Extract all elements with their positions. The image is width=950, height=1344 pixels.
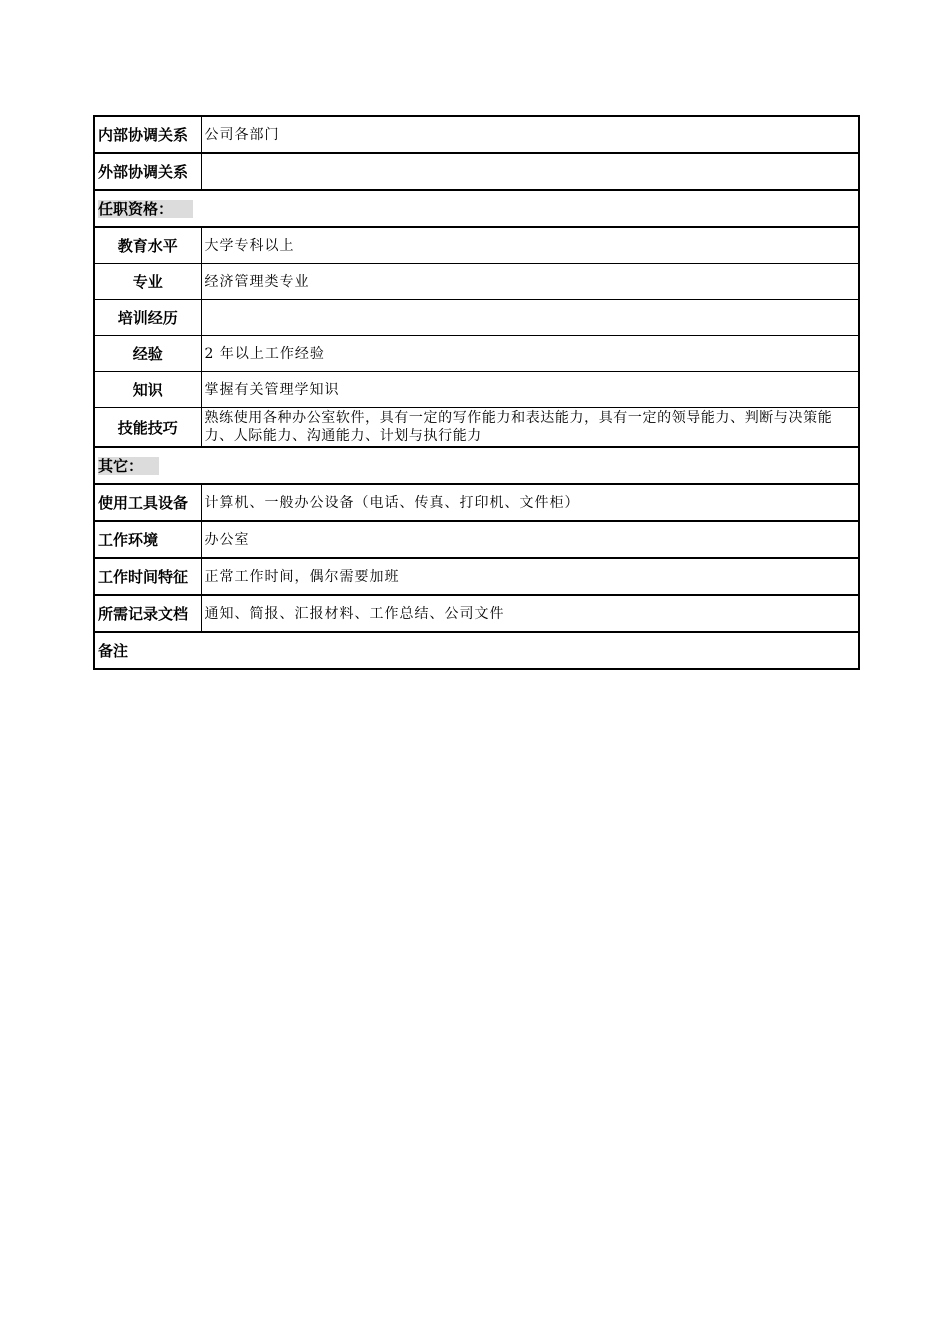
- tools-value: 计算机、一般办公设备（电话、传真、打印机、文件柜）: [201, 484, 859, 521]
- others-header: 其它：: [98, 457, 159, 475]
- table-row-tools: [94, 484, 859, 521]
- table-row-skills: [94, 408, 859, 448]
- hours-value: 正常工作时间，偶尔需要加班: [201, 558, 859, 595]
- skills-value: 熟练使用各种办公室软件，具有一定的写作能力和表达能力，具有一定的领导能力、判断与决策能力、人际能力、沟通能力、计划与执行能力: [201, 408, 859, 448]
- internal-coordination-label: 内部协调关系: [94, 116, 201, 153]
- training-label: 培训经历: [94, 300, 201, 336]
- table-row-internal: [94, 116, 859, 153]
- documents-value: 通知、简报、汇报材料、工作总结、公司文件: [201, 595, 859, 632]
- table-row-documents: [94, 595, 859, 632]
- documents-label: 所需记录文档: [94, 595, 201, 632]
- table-row-knowledge: [94, 372, 859, 408]
- qualifications-header: 任职资格：: [98, 200, 193, 218]
- table-row-education: [94, 227, 859, 264]
- knowledge-value: 掌握有关管理学知识: [201, 372, 859, 408]
- tools-label: 使用工具设备: [94, 484, 201, 521]
- table-row-experience: [94, 336, 859, 372]
- remarks-label: 备注: [94, 632, 859, 669]
- education-label: 教育水平: [94, 227, 201, 264]
- external-coordination-label: 外部协调关系: [94, 153, 201, 190]
- section-others: [94, 447, 859, 484]
- table-row-external: [94, 153, 859, 190]
- knowledge-label: 知识: [94, 372, 201, 408]
- section-qualifications: [94, 190, 859, 227]
- table-row-major: [94, 264, 859, 300]
- training-value: [201, 300, 859, 336]
- table-row-remarks: [94, 632, 859, 669]
- environment-label: 工作环境: [94, 521, 201, 558]
- table-row-training: [94, 300, 859, 336]
- major-label: 专业: [94, 264, 201, 300]
- experience-label: 经验: [94, 336, 201, 372]
- table-row-hours: [94, 558, 859, 595]
- external-coordination-value: [201, 153, 859, 190]
- internal-coordination-value: 公司各部门: [201, 116, 859, 153]
- experience-value: 2 年以上工作经验: [201, 336, 859, 372]
- hours-label: 工作时间特征: [94, 558, 201, 595]
- job-description-table: [93, 115, 860, 670]
- skills-label: 技能技巧: [94, 408, 201, 448]
- major-value: 经济管理类专业: [201, 264, 859, 300]
- environment-value: 办公室: [201, 521, 859, 558]
- table-row-environment: [94, 521, 859, 558]
- education-value: 大学专科以上: [201, 227, 859, 264]
